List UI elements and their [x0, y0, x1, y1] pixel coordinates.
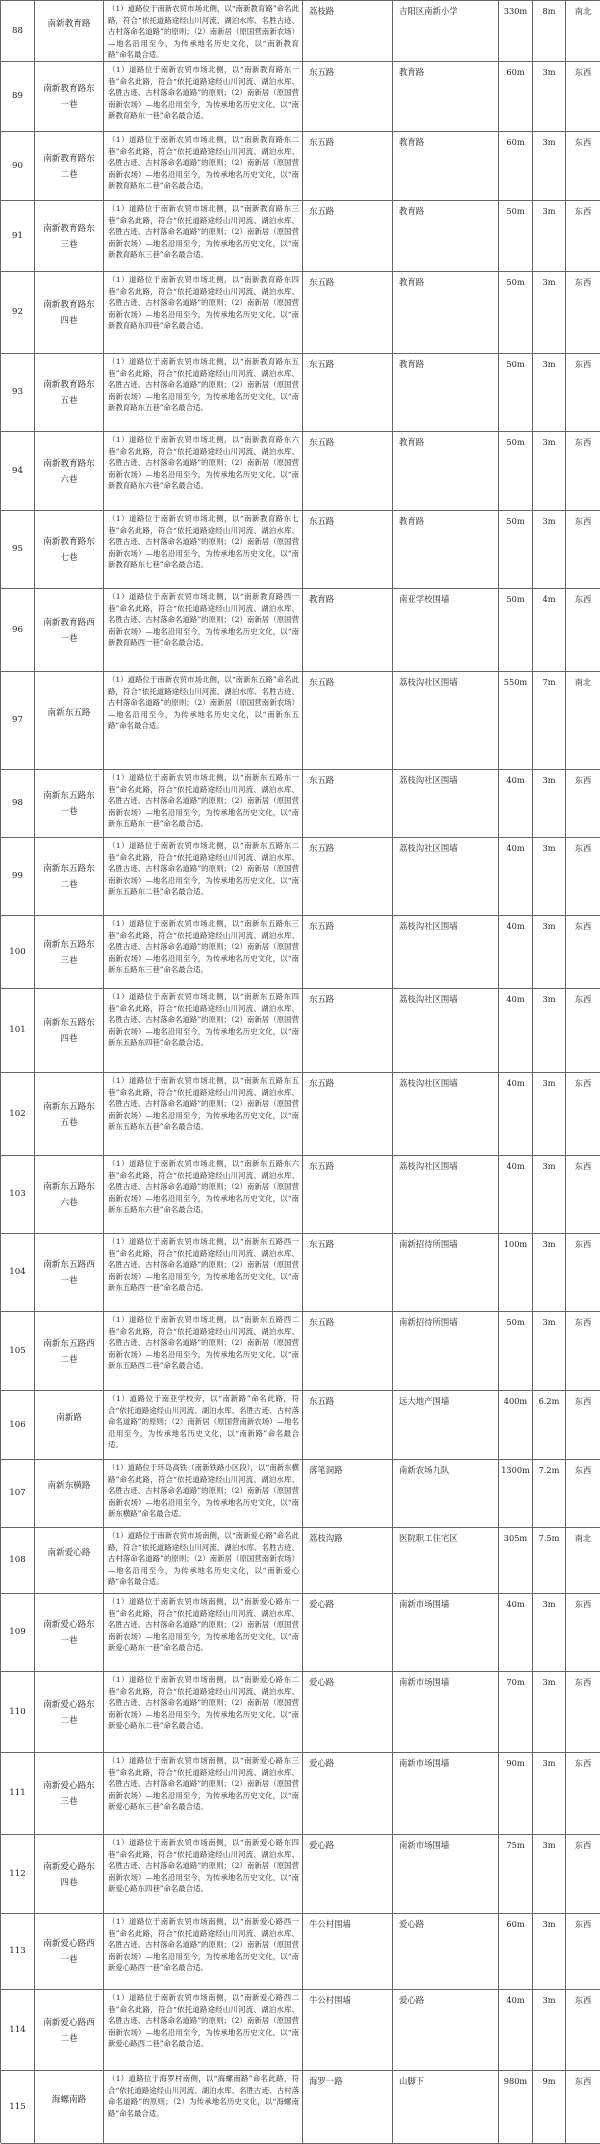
end-point: 荔枝沟社区围墙	[393, 770, 499, 838]
road-name: 南新教育路东七巷	[35, 511, 104, 589]
road-length: 75m	[499, 1835, 533, 1914]
naming-description: （1）道路位于南新农贸市场南侧，以“南新爱心路西二巷”命名此路，符合“依托道路途经山川河流、湖泊水库、名胜古迹、古村落命名道路”的原则；（2）南新居（原国营南新农场）—地名沿用至今，为传承地名历史文化，以“南新爱心路西二巷”命名最合适。	[104, 1990, 303, 2071]
end-point: 南新市场围墙	[393, 1594, 499, 1672]
start-point: 东五路	[303, 272, 393, 354]
row-number: 93	[1, 354, 35, 432]
start-point: 荔枝沟路	[303, 1528, 393, 1594]
road-name: 南新教育路东六巷	[35, 432, 104, 511]
start-point: 东五路	[303, 1312, 393, 1391]
end-point: 南新市场围墙	[393, 1753, 499, 1835]
road-length: 40m	[499, 1990, 533, 2071]
naming-description: （1）道路位于南新农贸市场南侧，以“南新爱心路东三巷”命名此路，符合“依托道路途经山川河流、湖泊水库、名胜古迹、古村落命名道路”的原则；（2）南新居（原国营南新农场）—地名沿用至今，为传承地名历史文化，以“南新爱心路东三巷”命名最合适。	[104, 1753, 303, 1835]
road-direction: 东西	[566, 1156, 600, 1234]
road-width: 3m	[533, 1990, 566, 2071]
road-direction: 东西	[566, 1234, 600, 1312]
start-point: 落笔洞路	[303, 1460, 393, 1528]
road-name: 南新教育路东五巷	[35, 354, 104, 432]
naming-description: （1）道路位于南新农贸市场北侧，以“南新教育路东六巷”命名此路，符合“依托道路途经山川河流、湖泊水库、名胜古迹、古村落命名道路”的原则；（2）南新居（原国营南新农场）—地名沿用至今，为传承地名历史文化，以“南新教育路东六巷”命名最合适。	[104, 432, 303, 511]
row-number: 89	[1, 62, 35, 132]
end-point: 教育路	[393, 132, 499, 201]
road-length: 550m	[499, 672, 533, 770]
naming-description: （1）道路位于南新农贸市场北侧，以“南新教育路东五巷”命名此路，符合“依托道路途经山川河流、湖泊水库、名胜古迹、古村落命名道路”的原则；（2）南新居（原国营南新农场）—地名沿用至今，为传承地名历史文化，以“南新教育路东五巷”命名最合适。	[104, 354, 303, 432]
road-length: 40m	[499, 770, 533, 838]
road-width: 3m	[533, 1073, 566, 1156]
road-length: 100m	[499, 1234, 533, 1312]
naming-description: （1）道路位于南新农贸市场北侧，以“南新教育路东三巷”命名此路，符合“依托道路途经山川河流、湖泊水库、名胜古迹、古村落命名道路”的原则；（2）南新居（原国营南新农场）—地名沿用至今，为传承地名历史文化，以“南新教育路东三巷”命名最合适。	[104, 201, 303, 272]
road-width: 3m	[533, 1312, 566, 1391]
row-number: 97	[1, 672, 35, 770]
road-name: 南新东横路	[35, 1460, 104, 1528]
end-point: 教育路	[393, 62, 499, 132]
row-number: 94	[1, 432, 35, 511]
road-length: 40m	[499, 838, 533, 916]
row-number: 111	[1, 1753, 35, 1835]
end-point: 山脚下	[393, 2071, 499, 2144]
row-number: 115	[1, 2071, 35, 2144]
road-length: 50m	[499, 201, 533, 272]
row-number: 101	[1, 989, 35, 1073]
road-width: 3m	[533, 272, 566, 354]
road-direction: 东西	[566, 1914, 600, 1990]
road-width: 4m	[533, 589, 566, 672]
road-length: 1300m	[499, 1460, 533, 1528]
end-point: 南新农场九队	[393, 1460, 499, 1528]
road-name: 南新教育路东二巷	[35, 132, 104, 201]
road-width: 3m	[533, 770, 566, 838]
start-point: 教育路	[303, 589, 393, 672]
row-number: 98	[1, 770, 35, 838]
road-width: 3m	[533, 511, 566, 589]
road-name: 南新爱心路西二巷	[35, 1990, 104, 2071]
road-name: 南新东五路东四巷	[35, 989, 104, 1073]
road-length: 50m	[499, 1312, 533, 1391]
road-direction: 东西	[566, 272, 600, 354]
naming-description: （1）道路位于南新农贸市场南侧，以“南新爱心路东一巷”命名此路，符合“依托道路途经山川河流、湖泊水库、名胜古迹、古村落命名道路”的原则；（2）南新居（原国营南新农场）—地名沿用至今，为传承地名历史文化，以“南新爱心路东一巷”命名最合适。	[104, 1594, 303, 1672]
road-name: 南新爱心路东四巷	[35, 1835, 104, 1914]
row-number: 88	[1, 1, 35, 62]
start-point: 爱心路	[303, 1835, 393, 1914]
road-name: 南新东五路东一巷	[35, 770, 104, 838]
start-point: 东五路	[303, 1234, 393, 1312]
end-point: 医院职工住宅区	[393, 1528, 499, 1594]
road-length: 70m	[499, 1672, 533, 1753]
row-number: 109	[1, 1594, 35, 1672]
road-width: 3m	[533, 1234, 566, 1312]
road-direction: 东西	[566, 1672, 600, 1753]
end-point: 南新市场围墙	[393, 1835, 499, 1914]
road-direction: 东西	[566, 1312, 600, 1391]
row-number: 90	[1, 132, 35, 201]
row-number: 112	[1, 1835, 35, 1914]
naming-description: （1）道路位于南新农贸市场南侧，以“南新爱心路东四巷”命名此路，符合“依托道路途经山川河流、湖泊水库、名胜古迹、古村落命名道路”的原则；（2）南新居（原国营南新农场）—地名沿用至今，为传承地名历史文化，以“南新爱心路东四巷”命名最合适。	[104, 1835, 303, 1914]
road-width: 3m	[533, 201, 566, 272]
road-length: 50m	[499, 432, 533, 511]
road-name: 南新东五路东五巷	[35, 1073, 104, 1156]
road-name: 南新东五路西一巷	[35, 1234, 104, 1312]
naming-description: （1）道路位于南新农贸市场南侧，以“南新爱心路”命名此路，符合“依托道路途经山川河流、湖泊水库、名胜古迹、古村落命名道路”的原则；（2）南新居（原国营南新农场）—地名沿用至今，为传承地名历史文化，以“南新爱心路”命名最合适。	[104, 1528, 303, 1594]
end-point: 爱心路	[393, 1990, 499, 2071]
road-name: 南新爱心路西一巷	[35, 1914, 104, 1990]
start-point: 牛公村围墙	[303, 1990, 393, 2071]
road-name: 南新教育路西一巷	[35, 589, 104, 672]
road-length: 60m	[499, 1914, 533, 1990]
end-point: 荔枝沟社区围墙	[393, 838, 499, 916]
row-number: 108	[1, 1528, 35, 1594]
road-name: 南新东五路东二巷	[35, 838, 104, 916]
road-name: 南新教育路东三巷	[35, 201, 104, 272]
road-direction: 南北	[566, 672, 600, 770]
end-point: 荔枝沟社区围墙	[393, 1156, 499, 1234]
road-name: 南新东五路东六巷	[35, 1156, 104, 1234]
road-length: 90m	[499, 1753, 533, 1835]
start-point: 爱心路	[303, 1753, 393, 1835]
road-direction: 东西	[566, 916, 600, 989]
row-number: 100	[1, 916, 35, 989]
road-name: 南新东五路东三巷	[35, 916, 104, 989]
road-direction: 东西	[566, 201, 600, 272]
road-name: 南新东五路西二巷	[35, 1312, 104, 1391]
road-direction: 东西	[566, 1835, 600, 1914]
road-direction: 东西	[566, 589, 600, 672]
road-length: 40m	[499, 1073, 533, 1156]
road-width: 3m	[533, 838, 566, 916]
end-point: 教育路	[393, 272, 499, 354]
road-length: 330m	[499, 1, 533, 62]
start-point: 海罗一路	[303, 2071, 393, 2144]
naming-description: （1）道路位于南新农贸市场北侧，以“南新东五路东五巷”命名此路，符合“依托道路途经山川河流、湖泊水库、名胜古迹、古村落命名道路”的原则；（2）南新居（原国营南新农场）—地名沿用至今，为传承地名历史文化，以“南新东五路东五巷”命名最合适。	[104, 1073, 303, 1156]
row-number: 104	[1, 1234, 35, 1312]
start-point: 爱心路	[303, 1594, 393, 1672]
road-length: 980m	[499, 2071, 533, 2144]
road-width: 3m	[533, 132, 566, 201]
road-length: 40m	[499, 989, 533, 1073]
end-point: 远大地产围墙	[393, 1391, 499, 1460]
road-direction: 东西	[566, 838, 600, 916]
road-direction: 东西	[566, 511, 600, 589]
end-point: 南新市场围墙	[393, 1672, 499, 1753]
start-point: 荔枝路	[303, 1, 393, 62]
road-length: 40m	[499, 1156, 533, 1234]
road-direction: 东西	[566, 354, 600, 432]
road-width: 3m	[533, 1753, 566, 1835]
road-width: 8m	[533, 1, 566, 62]
end-point: 教育路	[393, 354, 499, 432]
road-width: 3m	[533, 432, 566, 511]
road-name: 南新教育路东四巷	[35, 272, 104, 354]
road-direction: 东西	[566, 1990, 600, 2071]
row-number: 113	[1, 1914, 35, 1990]
naming-description: （1）道路位于南新农贸市场北侧，以“南新东五路西二巷”命名此路，符合“依托道路途经山川河流、湖泊水库、名胜古迹、古村落命名道路”的原则；（2）南新居（原国营南新农场）—地名沿用至今，为传承地名历史文化，以“南新东五路西二巷”命名最合适。	[104, 1312, 303, 1391]
naming-description: （1）道路位于南新农贸市场南侧，以“南新爱心路东二巷”命名此路，符合“依托道路途经山川河流、湖泊水库、名胜古迹、古村落命名道路”的原则；（2）南新居（原国营南新农场）—地名沿用至今，为传承地名历史文化，以“南新爱心路东二巷”命名最合适。	[104, 1672, 303, 1753]
naming-description: （1）道路位于南新农贸市场北侧，以“南新东五路东六巷”命名此路，符合“依托道路途经山川河流、湖泊水库、名胜古迹、古村落命名道路”的原则；（2）南新居（原国营南新农场）—地名沿用至今，为传承地名历史文化，以“南新东五路东六巷”命名最合适。	[104, 1156, 303, 1234]
naming-description: （1）道路位于南新农贸市场北侧，以“南新东五路”命名此路，符合“依托道路途经山川河流、湖泊水库、名胜古迹、古村落命名道路”的原则；（2）南新居（原国营南新农场）—地名沿用至今，为传承地名历史文化，以“南新东五路”命名最合适。	[104, 672, 303, 770]
row-number: 106	[1, 1391, 35, 1460]
road-direction: 东西	[566, 1391, 600, 1460]
naming-description: （1）道路位于南新农贸市场北侧，以“南新东五路东四巷”命名此路，符合“依托道路途经山川河流、湖泊水库、名胜古迹、古村落命名道路”的原则；（2）南新居（原国营南新农场）—地名沿用至今，为传承地名历史文化，以“南新东五路东四巷”命名最合适。	[104, 989, 303, 1073]
row-number: 96	[1, 589, 35, 672]
road-width: 3m	[533, 989, 566, 1073]
start-point: 东五路	[303, 132, 393, 201]
row-number: 102	[1, 1073, 35, 1156]
road-length: 60m	[499, 132, 533, 201]
start-point: 东五路	[303, 511, 393, 589]
road-width: 3m	[533, 1835, 566, 1914]
road-length: 50m	[499, 511, 533, 589]
road-width: 7.5m	[533, 1528, 566, 1594]
road-direction: 东西	[566, 62, 600, 132]
naming-description: （1）道路位于南新农贸市场北侧，以“南新教育路东一巷”命名此路，符合“依托道路途经山川河流、湖泊水库、名胜古迹、古村落命名道路”的原则；（2）南新居（原国营南新农场）—地名沿用至今，为传承地名历史文化，以“南新教育路东一巷”命名最合适。	[104, 62, 303, 132]
naming-description: （1）道路位于海罗村南侧，以“海螺南路”命名此路，符合“依托道路途经山川河流、湖泊水库、名胜古迹、古村落命名道路”的原则；（2）为传承地名历史文化，以“海螺南路”命名最合适。	[104, 2071, 303, 2144]
road-width: 3m	[533, 1156, 566, 1234]
road-direction: 东西	[566, 770, 600, 838]
end-point: 南亚学校围墙	[393, 589, 499, 672]
row-number: 105	[1, 1312, 35, 1391]
road-length: 60m	[499, 62, 533, 132]
road-name: 南新路	[35, 1391, 104, 1460]
end-point: 南新招待所围墙	[393, 1312, 499, 1391]
end-point: 教育路	[393, 201, 499, 272]
start-point: 东五路	[303, 201, 393, 272]
start-point: 东五路	[303, 1391, 393, 1460]
road-name: 南新爱心路东一巷	[35, 1594, 104, 1672]
road-name: 海螺南路	[35, 2071, 104, 2144]
road-direction: 东西	[566, 1753, 600, 1835]
road-length: 50m	[499, 354, 533, 432]
road-name: 南新爱心路东二巷	[35, 1672, 104, 1753]
road-name: 南新爱心路东三巷	[35, 1753, 104, 1835]
road-length: 40m	[499, 1594, 533, 1672]
road-direction: 东西	[566, 989, 600, 1073]
road-width: 7m	[533, 672, 566, 770]
end-point: 吉阳区南新小学	[393, 1, 499, 62]
road-width: 3m	[533, 1914, 566, 1990]
end-point: 教育路	[393, 511, 499, 589]
road-width: 3m	[533, 354, 566, 432]
naming-description: （1）道路位于南新农贸市场北侧，以“南新东五路东一巷”命名此路，符合“依托道路途经山川河流、湖泊水库、名胜古迹、古村落命名道路”的原则；（2）南新居（原国营南新农场）—地名沿用至今，为传承地名历史文化，以“南新东五路东一巷”命名最合适。	[104, 770, 303, 838]
end-point: 荔枝沟社区围墙	[393, 1073, 499, 1156]
road-direction: 东西	[566, 1594, 600, 1672]
end-point: 教育路	[393, 432, 499, 511]
row-number: 95	[1, 511, 35, 589]
road-width: 3m	[533, 1594, 566, 1672]
road-length: 50m	[499, 589, 533, 672]
end-point: 爱心路	[393, 1914, 499, 1990]
row-number: 110	[1, 1672, 35, 1753]
start-point: 东五路	[303, 1073, 393, 1156]
road-width: 7.2m	[533, 1460, 566, 1528]
road-width: 3m	[533, 1672, 566, 1753]
naming-description: （1）道路位于环岛高铁（南新铁路小区段），以“南新东横路”命名此路，符合“依托道路途经山川河流、湖泊水库、名胜古迹、古村落命名道路”的原则；（2）南新居（原国营南新农场）—地名沿用至今，为传承地名历史文化，以“南新东横路”命名最合适。	[104, 1460, 303, 1528]
road-length: 400m	[499, 1391, 533, 1460]
row-number: 114	[1, 1990, 35, 2071]
road-width: 6.2m	[533, 1391, 566, 1460]
naming-description: （1）道路位于南新农贸市场北侧，以“南新教育路东二巷”命名此路，符合“依托道路途经山川河流、湖泊水库、名胜古迹、古村落命名道路”的原则；（2）南新居（原国营南新农场）—地名沿用至今，为传承地名历史文化，以“南新教育路东二巷”命名最合适。	[104, 132, 303, 201]
start-point: 东五路	[303, 672, 393, 770]
naming-description: （1）道路位于南新农贸市场北侧，以“南新东五路东三巷”命名此路，符合“依托道路途经山川河流、湖泊水库、名胜古迹、古村落命名道路”的原则；（2）南新居（原国营南新农场）—地名沿用至今，为传承地名历史文化，以“南新东五路东三巷”命名最合适。	[104, 916, 303, 989]
naming-description: （1）道路位于南新农贸市场北侧，以“南新教育路东四巷”命名此路，符合“依托道路途经山川河流、湖泊水库、名胜古迹、古村落命名道路”的原则；（2）南新居（原国营南新农场）—地名沿用至今，为传承地名历史文化，以“南新教育路东四巷”命名最合适。	[104, 272, 303, 354]
start-point: 东五路	[303, 838, 393, 916]
start-point: 东五路	[303, 916, 393, 989]
naming-description: （1）道路位于南新农贸市场北侧，以“南新教育路”命名此路，符合“依托道路途经山川河流、湖泊水库、名胜古迹、古村落命名道路”的原则；（2）南新居（原国营南新农场）—地名沿用至今，为传承地名历史文化，以“南新教育路”命名最合适。	[104, 1, 303, 62]
road-name: 南新教育路	[35, 1, 104, 62]
start-point: 东五路	[303, 62, 393, 132]
naming-description: （1）道路位于南亚学校旁，以“南新路”命名此路，符合“依托道路途经山川河流、湖泊水库、名胜古迹、古村落命名道路”的原则；（2）南新居（原国营南新农场）—地名沿用至今，为传承地名历史文化，以“南新路”命名最合适。	[104, 1391, 303, 1460]
road-width: 3m	[533, 62, 566, 132]
road-direction: 东西	[566, 432, 600, 511]
start-point: 爱心路	[303, 1672, 393, 1753]
row-number: 91	[1, 201, 35, 272]
naming-description: （1）道路位于南新农贸市场北侧，以“南新教育路东七巷”命名此路，符合“依托道路途经山川河流、湖泊水库、名胜古迹、古村落命名道路”的原则；（2）南新居（原国营南新农场）—地名沿用至今，为传承地名历史文化，以“南新教育路东七巷”命名最合适。	[104, 511, 303, 589]
road-direction: 东西	[566, 132, 600, 201]
row-number: 99	[1, 838, 35, 916]
start-point: 东五路	[303, 989, 393, 1073]
end-point: 荔枝沟社区围墙	[393, 672, 499, 770]
row-number: 103	[1, 1156, 35, 1234]
start-point: 东五路	[303, 770, 393, 838]
road-direction: 东西	[566, 2071, 600, 2144]
road-width: 9m	[533, 2071, 566, 2144]
row-number: 107	[1, 1460, 35, 1528]
end-point: 荔枝沟社区围墙	[393, 989, 499, 1073]
start-point: 东五路	[303, 1156, 393, 1234]
road-name: 南新东五路	[35, 672, 104, 770]
naming-description: （1）道路位于南新农贸市场北侧，以“南新教育路西一巷”命名此路，符合“依托道路途经山川河流、湖泊水库、名胜古迹、古村落命名道路”的原则；（2）南新居（原国营南新农场）—地名沿用至今，为传承地名历史文化，以“南新教育路西一巷”命名最合适。	[104, 589, 303, 672]
road-length: 50m	[499, 272, 533, 354]
road-direction: 东西	[566, 1460, 600, 1528]
road-width: 3m	[533, 916, 566, 989]
start-point: 东五路	[303, 354, 393, 432]
road-direction: 南北	[566, 1, 600, 62]
start-point: 东五路	[303, 432, 393, 511]
road-name: 南新教育路东一巷	[35, 62, 104, 132]
road-length: 40m	[499, 916, 533, 989]
start-point: 牛公村围墙	[303, 1914, 393, 1990]
naming-description: （1）道路位于南新农贸市场北侧，以“南新东五路东二巷”命名此路，符合“依托道路途经山川河流、湖泊水库、名胜古迹、古村落命名道路”的原则；（2）南新居（原国营南新农场）—地名沿用至今，为传承地名历史文化，以“南新东五路东二巷”命名最合适。	[104, 838, 303, 916]
row-number: 92	[1, 272, 35, 354]
end-point: 南新招待所围墙	[393, 1234, 499, 1312]
end-point: 荔枝沟社区围墙	[393, 916, 499, 989]
naming-description: （1）道路位于南新农贸市场北侧，以“南新东五路西一巷”命名此路，符合“依托道路途经山川河流、湖泊水库、名胜古迹、古村落命名道路”的原则；（2）南新居（原国营南新农场）—地名沿用至今，为传承地名历史文化，以“南新东五路西一巷”命名最合适。	[104, 1234, 303, 1312]
road-name: 南新爱心路	[35, 1528, 104, 1594]
road-direction: 南北	[566, 1528, 600, 1594]
road-direction: 东西	[566, 1073, 600, 1156]
naming-description: （1）道路位于南新农贸市场南侧，以“南新爱心路西一巷”命名此路，符合“依托道路途经山川河流、湖泊水库、名胜古迹、古村落命名道路”的原则；（2）南新居（原国营南新农场）—地名沿用至今，为传承地名历史文化，以“南新爱心路西一巷”命名最合适。	[104, 1914, 303, 1990]
road-length: 305m	[499, 1528, 533, 1594]
